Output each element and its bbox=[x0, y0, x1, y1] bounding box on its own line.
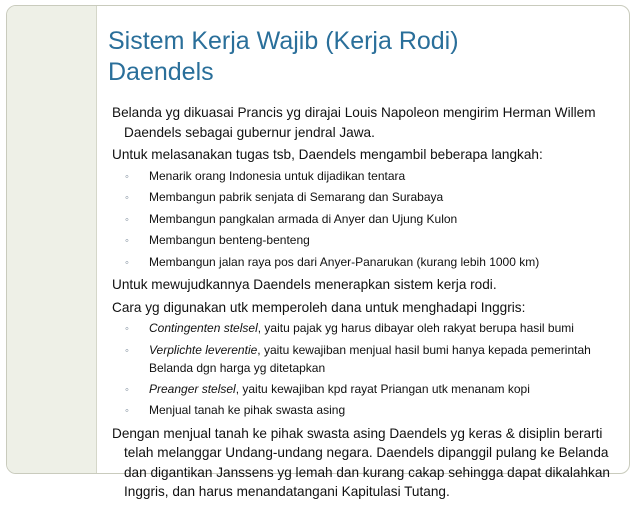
method-term: Contingenten stelsel bbox=[149, 321, 258, 335]
bullet-icon: ◦ bbox=[125, 344, 129, 357]
bullet-icon: ◦ bbox=[125, 192, 129, 204]
slide-title bbox=[108, 26, 459, 88]
method-text: , yaitu kewajiban menjual hasil bumi hanya kepada pemerintah Belanda dgn harga yg ditetapkan bbox=[149, 342, 591, 375]
step-item bbox=[125, 168, 624, 187]
method-text: , yaitu pajak yg harus dibayar oleh rakyat berupa hasil bumi bbox=[257, 321, 574, 335]
decorative-side-band bbox=[7, 6, 96, 473]
step-text: Membangun benteng-benteng bbox=[149, 233, 310, 247]
slide-body bbox=[112, 103, 624, 505]
bullet-icon: ◦ bbox=[125, 213, 129, 226]
band-divider bbox=[96, 6, 97, 473]
method-item bbox=[125, 402, 624, 421]
paragraph-conclusion: Dengan menjual tanah ke pihak swasta asing Daendels yg keras & disiplin berarti telah melanggar Undang-undang negara. Daendels dipanggil pulang ke Belanda dan digantikan Janssens yg lemah dan kurang cakap sehingga dapat dikalahkan Inggris, dan harus menandatangani Kapitulasi Tutang. bbox=[112, 425, 610, 499]
bullet-icon: ◦ bbox=[125, 383, 129, 396]
method-term: Preanger stelsel bbox=[149, 381, 236, 396]
paragraph-steps-heading: Untuk melasanakan tugas tsb, Daendels mengambil beberapa langkah: bbox=[112, 147, 543, 162]
method-term: Verplichte leverentie bbox=[149, 342, 258, 357]
step-item bbox=[125, 254, 624, 273]
paragraph-intro: Belanda yg dikuasai Prancis yg dirajai Louis Napoleon mengirim Herman Willem Daendels sebagai gubernur jendral Jawa. bbox=[112, 105, 596, 140]
method-text: Menjual tanah ke pihak swasta asing bbox=[149, 403, 346, 417]
step-item bbox=[125, 189, 624, 208]
bullet-icon: ◦ bbox=[125, 405, 129, 417]
step-text: Membangun pabrik senjata di Semarang dan Surabaya bbox=[149, 190, 444, 204]
title-line-2: Daendels bbox=[108, 58, 214, 86]
step-text: Menarik orang Indonesia untuk dijadikan tentara bbox=[149, 168, 406, 183]
method-text: , yaitu kewajiban kpd rayat Priangan utk menanam kopi bbox=[235, 381, 530, 396]
method-item bbox=[125, 381, 624, 400]
step-text: Membangun jalan raya pos dari Anyer-Panarukan (kurang lebih 1000 km) bbox=[149, 254, 540, 269]
step-item bbox=[125, 211, 624, 230]
paragraph-rodi: Untuk mewujudkannya Daendels menerapkan sistem kerja rodi. bbox=[112, 277, 497, 292]
bullet-icon: ◦ bbox=[125, 323, 129, 335]
method-item bbox=[125, 342, 624, 378]
step-item bbox=[125, 232, 624, 251]
title-line-1: Sistem Kerja Wajib (Kerja Rodi) bbox=[108, 27, 459, 55]
bullet-icon: ◦ bbox=[125, 235, 129, 247]
bullet-icon: ◦ bbox=[125, 256, 129, 269]
step-text: Membangun pangkalan armada di Anyer dan Ujung Kulon bbox=[149, 211, 458, 226]
method-item bbox=[125, 320, 624, 339]
bullet-icon: ◦ bbox=[125, 170, 129, 183]
paragraph-methods-heading: Cara yg digunakan utk memperoleh dana untuk menghadapi Inggris: bbox=[112, 299, 526, 315]
